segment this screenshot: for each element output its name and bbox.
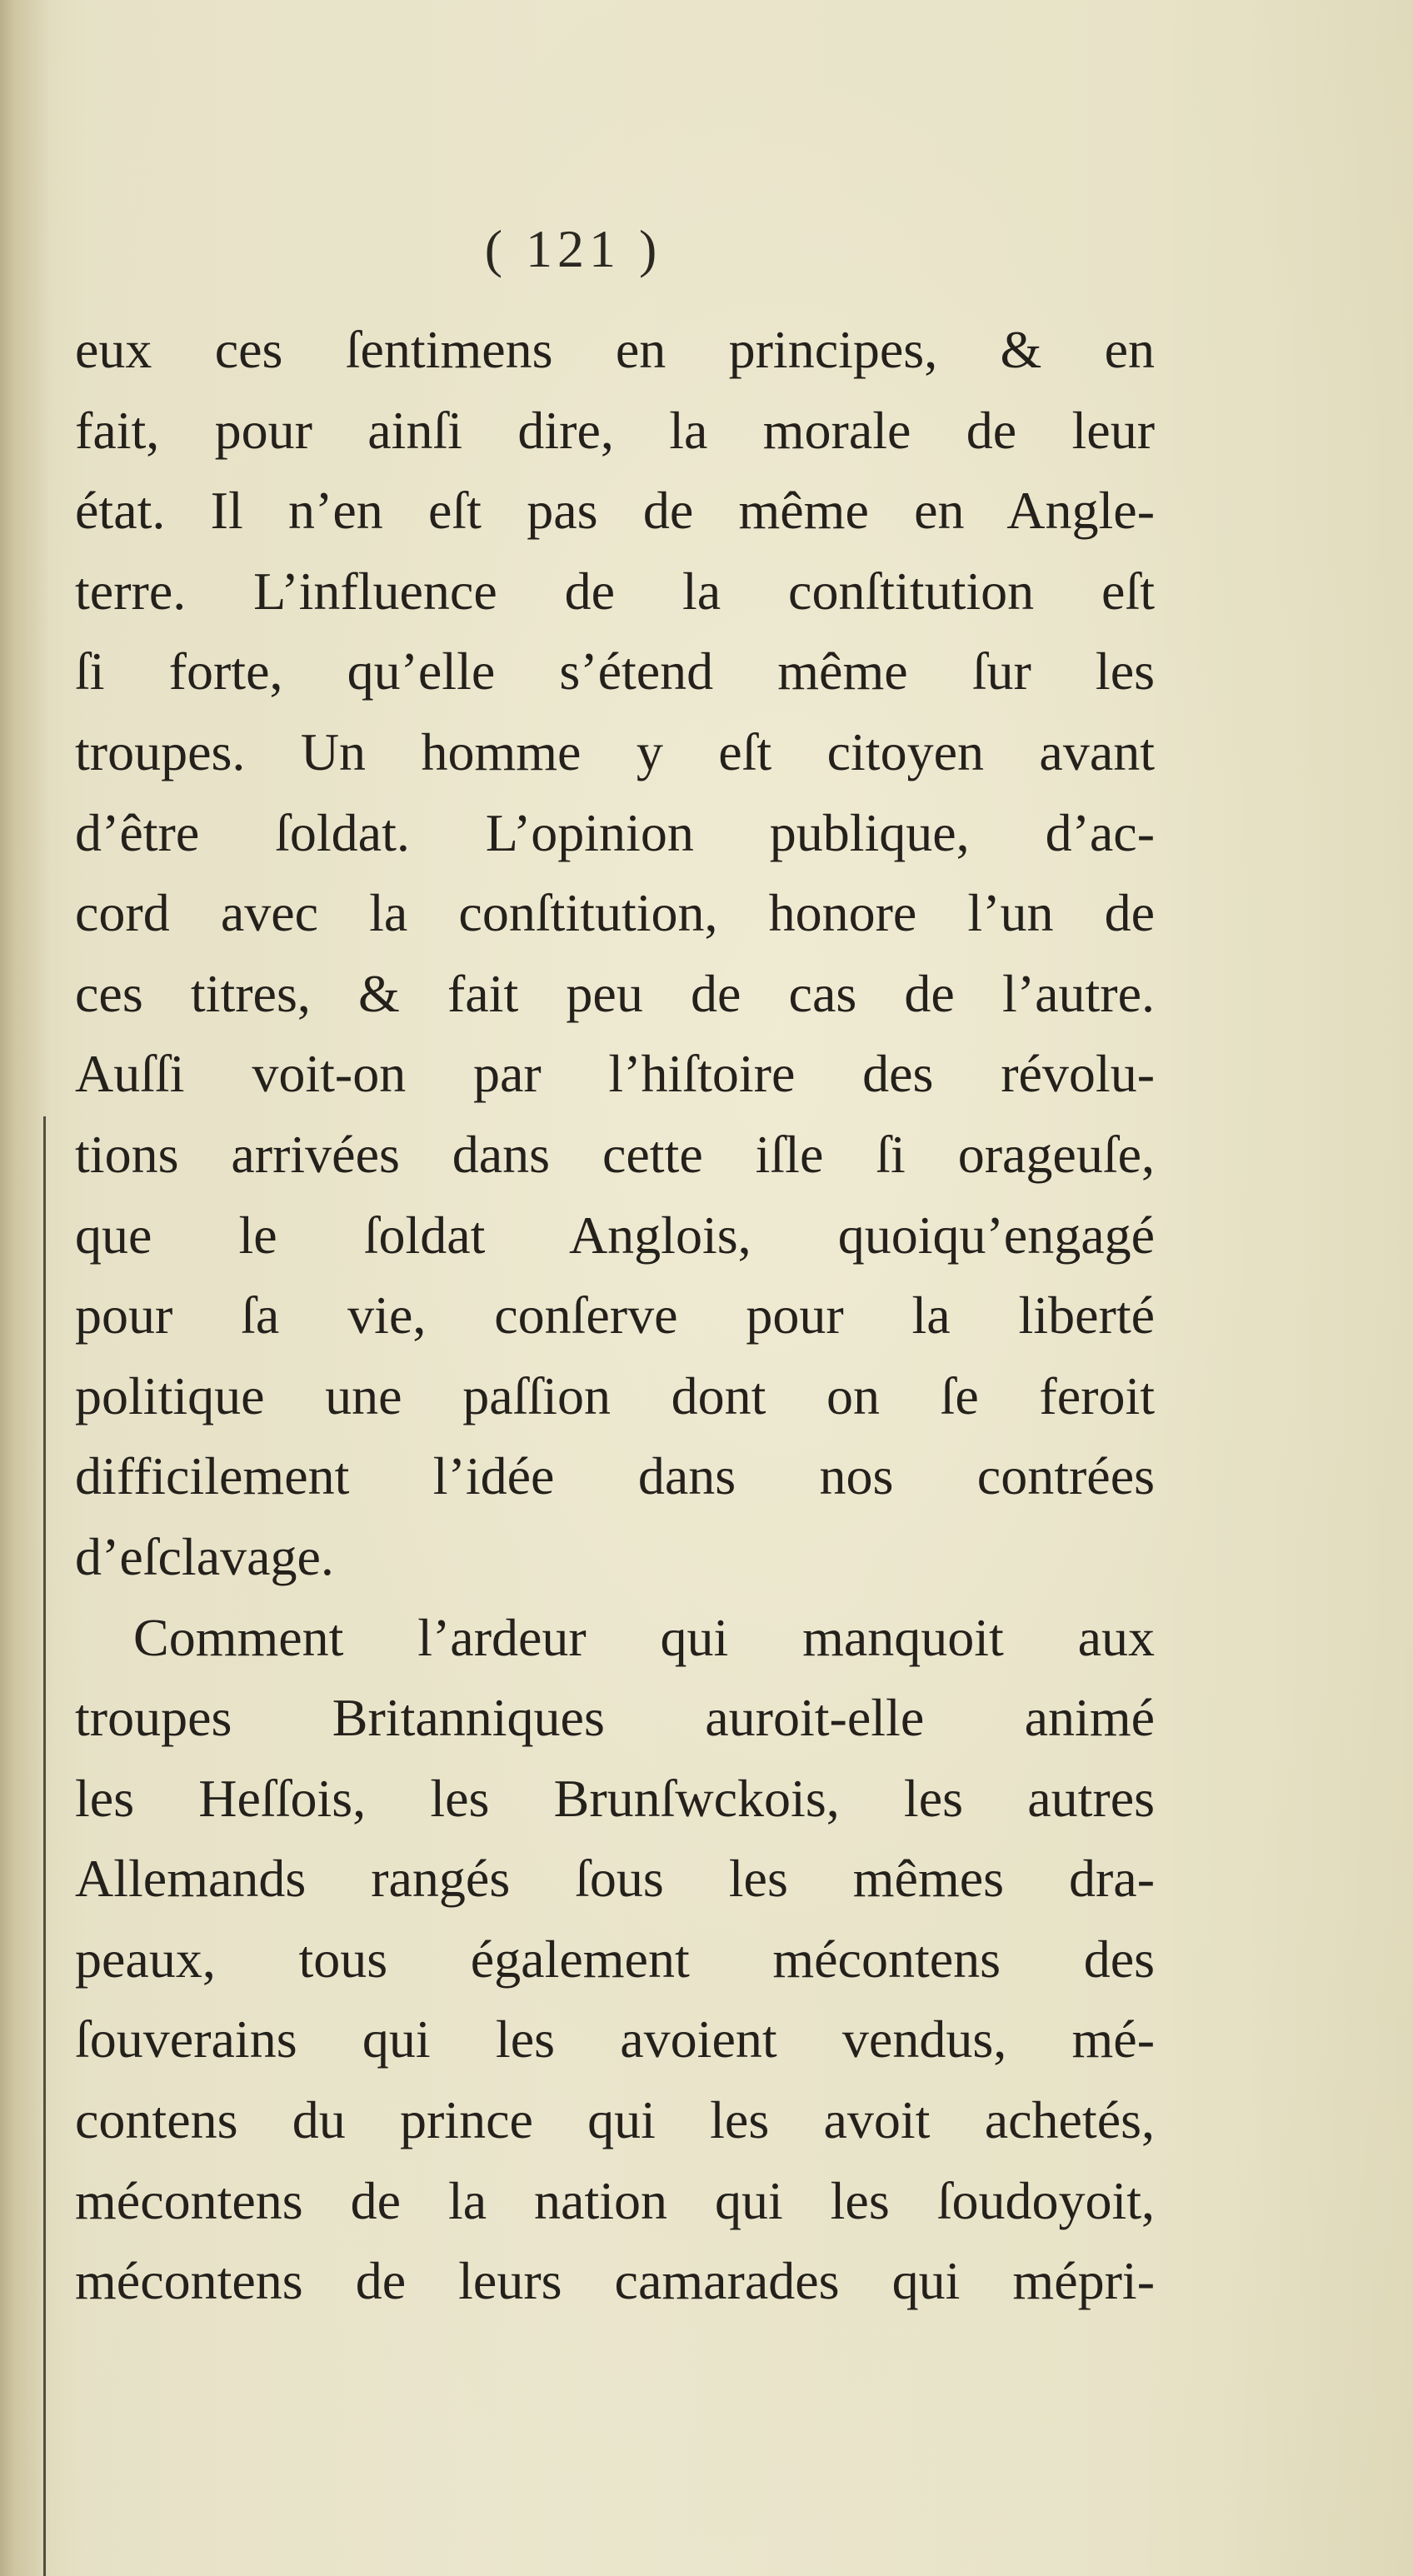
text-line: d’être ſoldat. L’opinion publique, d’ac- (75, 802, 1155, 862)
text-line: contens du prince qui les avoit achetés, (75, 2090, 1155, 2150)
binding-shadow (0, 0, 50, 2576)
text-line: d’eſclavage. (75, 1526, 334, 1586)
text-line: politique une paſſion dont on ſe feroit (75, 1365, 1155, 1425)
page-number: ( 121 ) (484, 219, 662, 278)
text-line: eux ces ſentimens en principes, & en (75, 320, 1155, 379)
text-line: troupes Britanniques auroit-elle animé (75, 1688, 1155, 1748)
text-line: fait, pour ainſi dire, la morale de leur (75, 400, 1155, 460)
text-line: Comment l’ardeur qui manquoit aux (133, 1607, 1155, 1667)
text-line: Auſſi voit-on par l’hiſtoire des révolu- (75, 1044, 1155, 1104)
text-line: les Heſſois, les Brunſwckois, les autres (75, 1768, 1155, 1828)
text-line: pour ſa vie, conſerve pour la liberté (75, 1286, 1155, 1345)
text-line: ſi forte, qu’elle s’étend même ſur les (75, 642, 1155, 701)
text-line: difficilement l’idée dans nos contrées (75, 1446, 1155, 1506)
text-line: terre. L’influence de la conſtitution eſt (75, 561, 1155, 621)
body-text (75, 310, 1155, 2322)
text-line: cord avec la conſtitution, honore l’un de (75, 883, 1155, 943)
text-line: état. Il n’en eſt pas de même en Angle- (75, 481, 1155, 541)
text-line: ſouverains qui les avoient vendus, mé- (75, 2009, 1155, 2069)
text-line: troupes. Un homme y eſt citoyen avant (75, 721, 1155, 781)
text-line: tions arrivées dans cette iſle ſi orageuſe, (75, 1124, 1155, 1184)
binding-edge-line (43, 1116, 46, 2576)
text-line: peaux, tous également mécontens des (75, 1929, 1155, 1989)
text-line: mécontens de leurs camarades qui mépri- (75, 2251, 1155, 2311)
text-line: ces titres, & fait peu de cas de l’autre. (75, 963, 1155, 1023)
text-line: Allemands rangés ſous les mêmes dra- (75, 1849, 1155, 1909)
text-line: que le ſoldat Anglois, quoiqu’engagé (75, 1205, 1155, 1265)
text-line: mécontens de la nation qui les ſoudoyoit, (75, 2170, 1155, 2230)
